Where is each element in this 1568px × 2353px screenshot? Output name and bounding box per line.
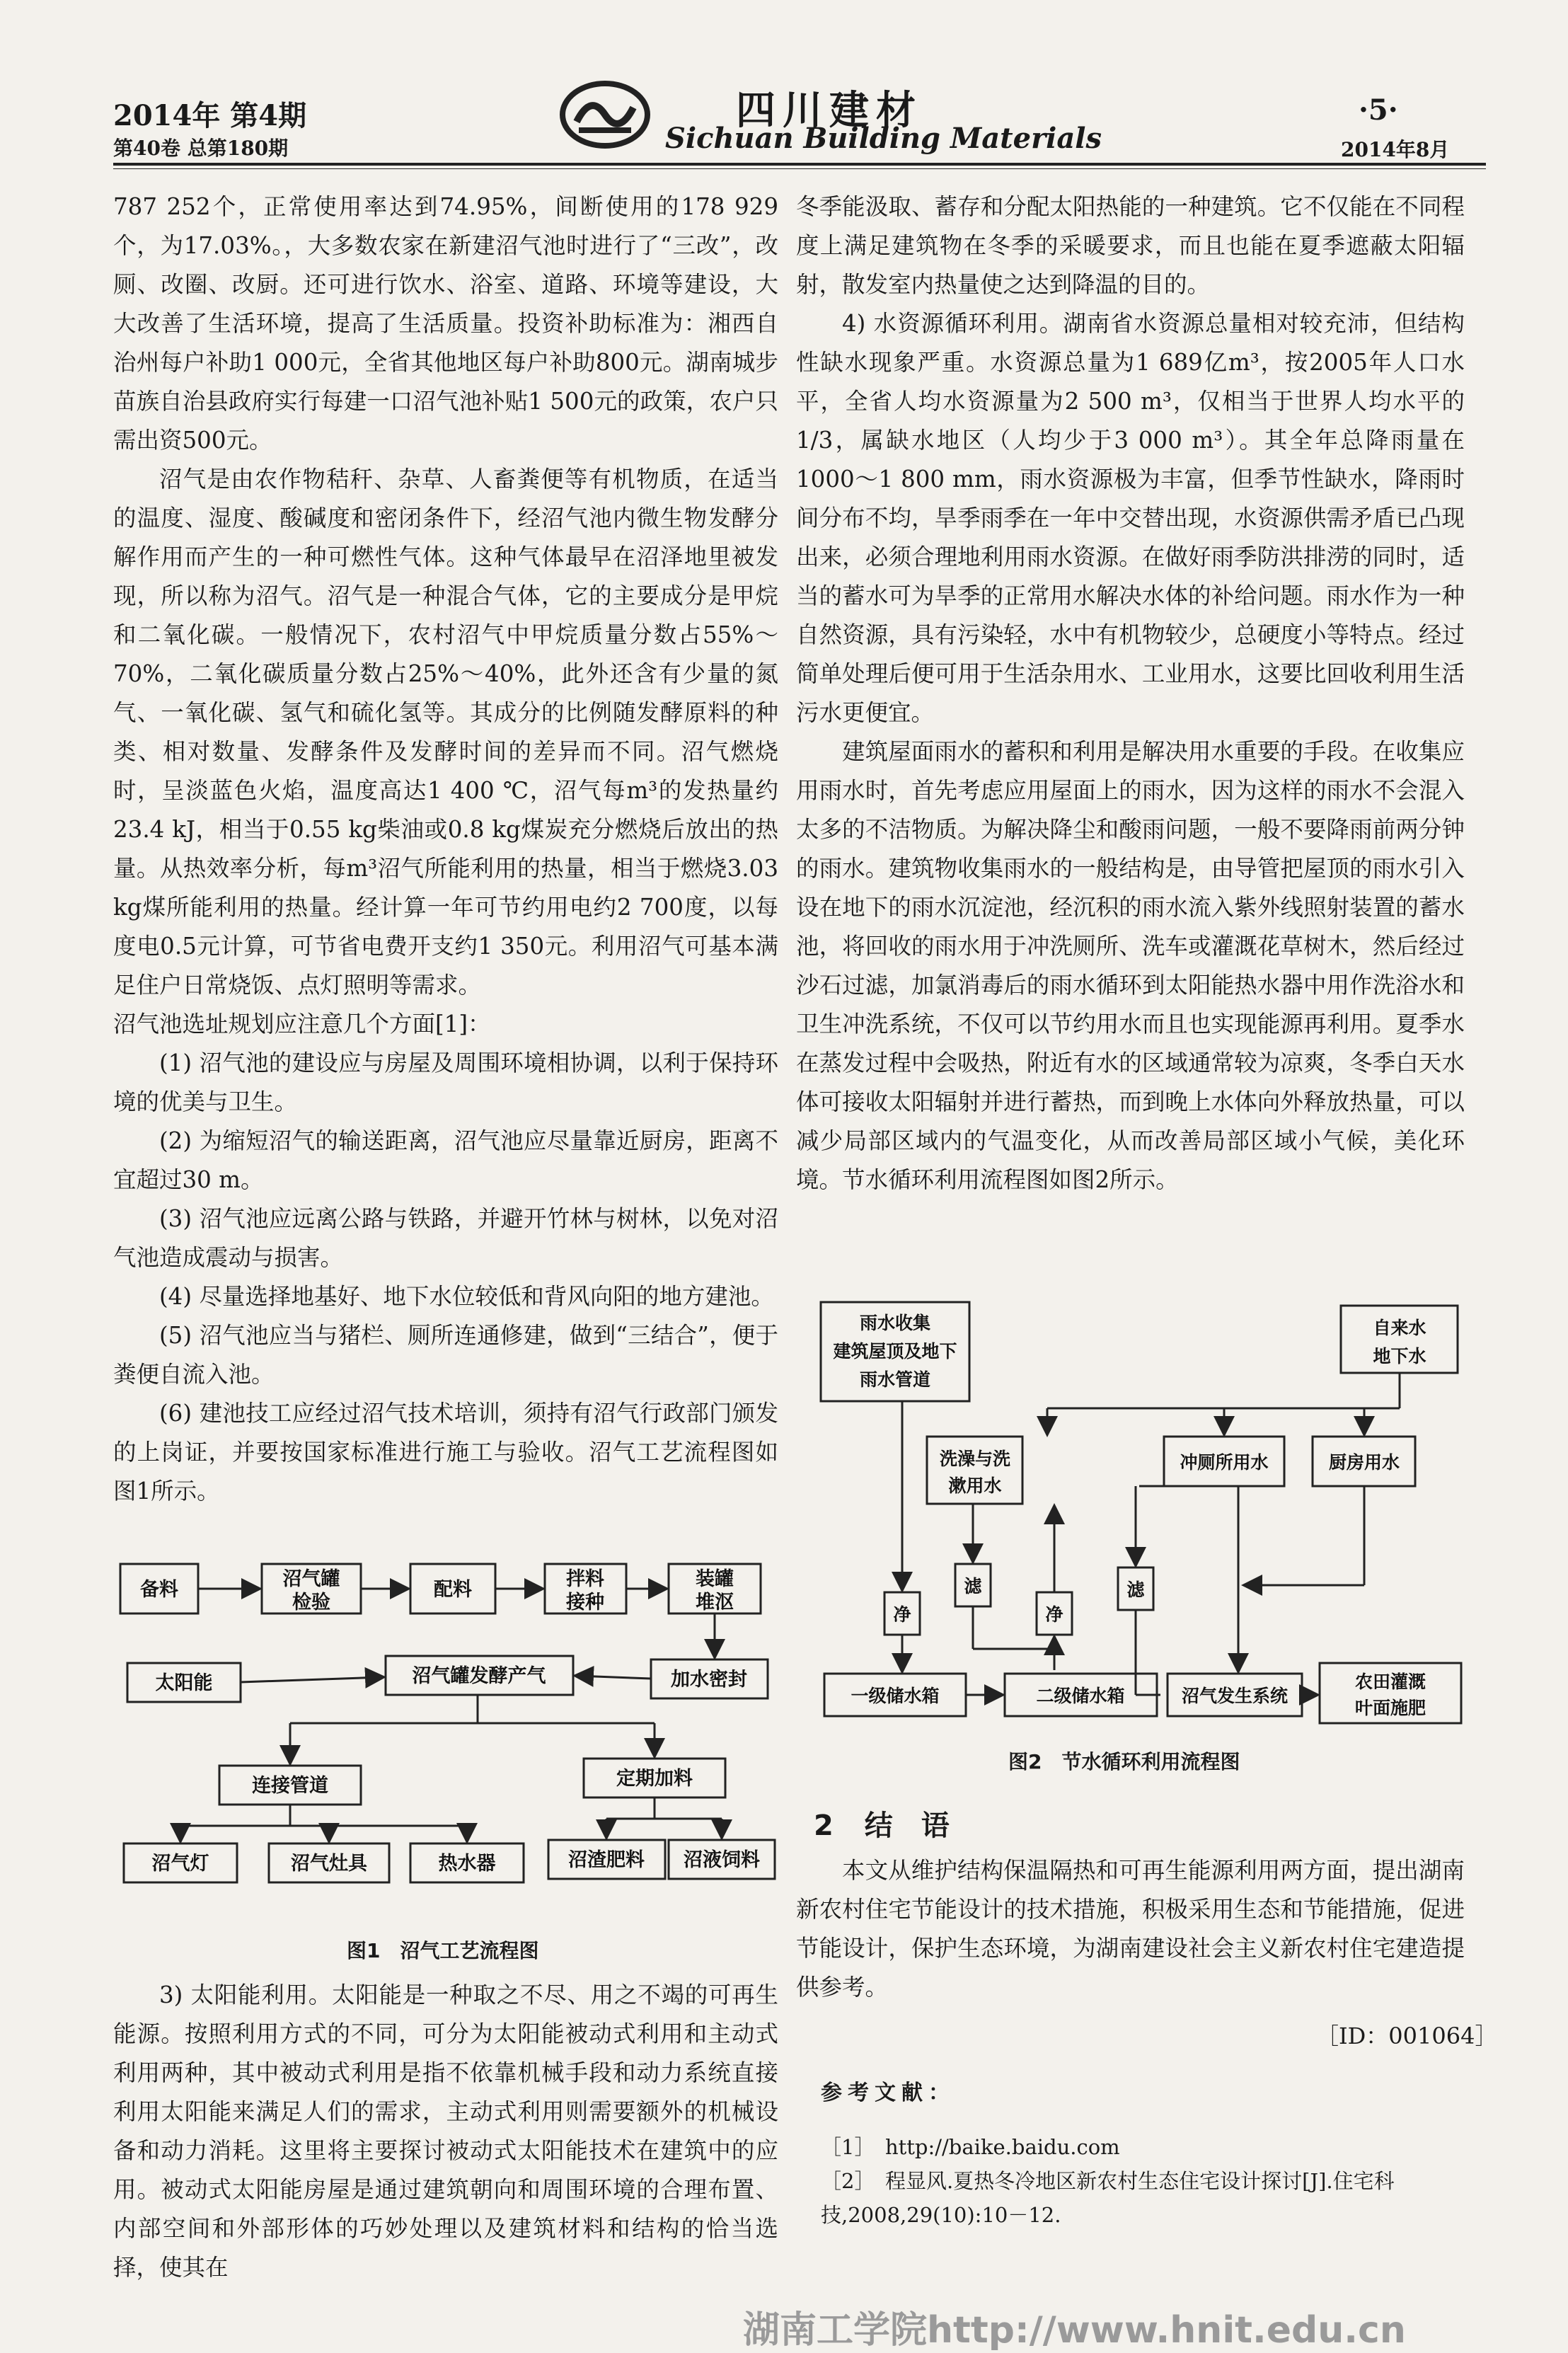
- header-journal-cn: 四川建材: [736, 87, 923, 134]
- figure-1-flowchart: [113, 1546, 778, 1928]
- fig2-node-cesuo: 冲厕所用水: [1180, 1452, 1269, 1473]
- fig2-node-jing2: 净: [1045, 1604, 1063, 1625]
- fig2-node-xizao-1: 洗澡与洗: [939, 1449, 1011, 1469]
- fig2-node-chufang: 厨房用水: [1328, 1452, 1400, 1473]
- conclusion-column: [796, 1851, 1465, 2007]
- fig1-node-reshui: 热水器: [438, 1853, 496, 1875]
- fig1-node-zaoju: 沼气灶具: [291, 1853, 367, 1875]
- fig2-node-yushui-2: 建筑屋顶及地下: [833, 1341, 957, 1362]
- fig1-node-zhuangguan-1: 装罐: [696, 1568, 734, 1590]
- paragraph: 建筑屋面雨水的蓄积和利用是解决用水重要的手段。在收集应用雨水时，首先考虑应用屋面上的雨水，因为这样的雨水不会混入太多的不洁物质。为解决降尘和酸雨问题，一般不要降雨前两分钟的雨水。建筑物收集雨水的一般结构是，由导管把屋顶的雨水引入设在地下的雨水沉淀池，经沉积的雨水流入紫外线照射装置的蓄水池，将回收的雨水用于冲洗厕所、洗车或灌溉花草树木，然后经过沙石过滤，加氯消毒后的雨水循环到太阳能热水器中用作洗浴水和卫生冲洗系统，不仅可以节约用水而且也实现能源再利用。夏季水在蒸发过程中会吸热，附近有水的区域通常较为凉爽，冬季白天水体可接收太阳辐射并进行蓄热，而到晚上水体向外释放热量，可以减少局部区域内的气温变化，从而改善局部区域小气候，美化环境。节水循环利用流程图如图2所示。: [796, 738, 1465, 1193]
- right-column: [796, 188, 1465, 1199]
- list-item: (4) 尽量选择地基好、地下水位较低和背风向阳的地方建池。: [159, 1283, 774, 1310]
- paragraph: 3) 太阳能利用。太阳能是一种取之不尽、用之不竭的可再生能源。按照利用方式的不同，可分为太阳能被动式利用和主动式利用两种，其中被动式利用是指不依靠机械手段和动力系统直接利用太阳能来满足人们的需求，主动式利用则需要额外的机械设备和动力消耗。这里将主要探讨被动式太阳能技术在建筑中的应用。被动式太阳能房屋是通过建筑朝向和周围环境的合理布置、内部空间和外部形体的巧妙处理以及建筑材料和结构的恰当选择，使其在: [113, 1981, 778, 2281]
- header-journal-en: Sichuan Building Materials: [665, 122, 1102, 155]
- journal-logo-icon: [559, 79, 651, 150]
- figure-2-caption: 图2 节水循环利用流程图: [1008, 1750, 1240, 1773]
- section-heading: [814, 1803, 950, 1843]
- fig2-node-xizao-2: 漱用水: [948, 1475, 1002, 1496]
- fig1-node-zhuangguan-2: 堆沤: [696, 1592, 734, 1613]
- fig1-node-banliao-1: 拌料: [566, 1568, 604, 1590]
- left-column-bottom: [113, 1976, 778, 2287]
- fig2-node-erji: 二级储水箱: [1036, 1686, 1125, 1706]
- list-item: (2) 为缩短沼气的输送距离，沼气池应尽量靠近厨房，距离不宜超过30 m。: [113, 1127, 778, 1193]
- fig2-node-yiji: 一级储水箱: [851, 1686, 940, 1706]
- fig2-node-lv1: 滤: [964, 1576, 982, 1597]
- paragraph: 787 252个，正常使用率达到74.95%，间断使用的178 929个，为17.03%。，大多数农家在新建沼气池时进行了“三改”，改厕、改圈、改厨。还可进行饮水、浴室、道路、环境等建设，大大改善了生活环境，提高了生活质量。投资补助标准为：湘西自治州每户补助1 000元，全省其他地区每户补助800元。湖南城步苗族自治县政府实行每建一口沼气池补贴1 500元的政策，农户只需出资500元。: [113, 193, 778, 454]
- conclusion-paragraph: 本文从维护结构保温隔热和可再生能源利用两方面，提出湖南新农村住宅节能设计的技术措施，积极采用生态和节能措施，促进节能设计，保护生态环境，为湖南建设社会主义新农村住宅建造提供参考。: [796, 1857, 1465, 2001]
- fig1-node-zhazha: 沼渣肥料: [568, 1849, 645, 1871]
- paragraph: 冬季能汲取、蓄存和分配太阳热能的一种建筑。它不仅能在不同程度上满足建筑物在冬季的采暖要求，而且也能在夏季遮蔽太阳辐射，散发室内热量使之达到降温的目的。: [796, 193, 1465, 298]
- fig2-node-nongtian-1: 农田灌溉: [1354, 1672, 1426, 1692]
- reference-item: ［2］ 程显风.夏热冬冷地区新农村生态住宅设计探讨[J].住宅科技,2008,29(10):10－12.: [821, 2169, 1395, 2227]
- fig1-node-deng: 沼气灯: [151, 1853, 209, 1875]
- fig2-node-yushui-3: 雨水管道: [859, 1369, 931, 1390]
- fig1-node-peiliao: 配料: [434, 1579, 472, 1601]
- fig2-node-yushui-1: 雨水收集: [859, 1313, 931, 1333]
- reference-item: ［1］ http://baike.baidu.com: [821, 2135, 1120, 2159]
- article-id: ［ID：001064］: [1316, 2023, 1498, 2049]
- header-volume: 第40卷 总第180期: [113, 137, 289, 160]
- fig2-node-zhaoqi: 沼气发生系统: [1181, 1686, 1289, 1706]
- fig1-node-zhaye: 沼液饲料: [684, 1849, 760, 1871]
- paragraph: 沼气是由农作物秸秆、杂草、人畜粪便等有机物质，在适当的温度、湿度、酸碱度和密闭条件下，经沼气池内微生物发酵分解作用而产生的一种可燃性气体。这种气体最早在沼泽地里被发现，所以称为沼气。沼气是一种混合气体，它的主要成分是甲烷和二氧化碳。一般情况下，农村沼气中甲烷质量分数占55%～70%，二氧化碳质量分数占25%～40%，此外还含有少量的氮气、一氧化碳、氢气和硫化氢等。其成分的比例随发酵原料的种类、相对数量、发酵条件及发酵时间的差异而不同。沼气燃烧时，呈淡蓝色火焰，温度高达1 400 ℃，沼气每m³的发热量约23.4 kJ，相当于0.55 kg柴油或0.8 kg煤炭充分燃烧后放出的热量。从热效率分析，每m³沼气所能利用的热量，相当于燃烧3.03 kg煤所能利用的热量。经计算一年可节约用电约2 700度，以每度电0.5元计算，可节省电费开支约1 350元。利用沼气可基本满足住户日常烧饭、点灯照明等需求。: [113, 466, 778, 999]
- fig1-node-banliao-2: 接种: [566, 1592, 604, 1613]
- paragraph: 4) 水资源循环利用。湖南省水资源总量相对较充沛，但结构性缺水现象严重。水资源总量为1 689亿m³，按2005年人口水平，全省人均水资源量为2 500 m³，仅相当于世界人均水平的1/3，属缺水地区（人均少于3 000 m³）。其全年总降雨量在1000～1 800 mm，雨水资源极为丰富，但季节性缺水，降雨时间分布不均，旱季雨季在一年中交替出现，水资源供需矛盾已凸现出来，必须合理地利用雨水资源。在做好雨季防洪排涝的同时，适当的蓄水可为旱季的正常用水解决水体的补给问题。雨水作为一种自然资源，具有污染轻，水中有机物较少，总硬度小等特点。经过简单处理后便可用于生活杂用水、工业用水，这要比回收利用生活污水更便宜。: [796, 310, 1465, 726]
- header-rule: [113, 163, 1486, 166]
- header-rule-thin: [113, 168, 1486, 169]
- fig1-node-guandao: 连接管道: [252, 1775, 328, 1797]
- section-title: 结 语: [864, 1810, 950, 1842]
- fig2-node-zilai-1: 自来水: [1373, 1318, 1426, 1338]
- fig1-node-beiliao: 备料: [140, 1579, 178, 1601]
- fig1-node-jianyan-2: 检验: [292, 1592, 330, 1613]
- list-item: (3) 沼气池应远离公路与铁路，并避开竹林与树林，以免对沼气池造成震动与损害。: [113, 1205, 778, 1271]
- watermark: 湖南工学院http://www.hnit.edu.cn: [743, 2309, 1406, 2352]
- left-column: [113, 188, 778, 1511]
- fig1-node-fajiao: 沼气罐发酵产气: [412, 1665, 546, 1687]
- fig2-node-zilai-2: 地下水: [1373, 1346, 1426, 1367]
- header-year-issue: 2014年 第4期: [113, 99, 307, 132]
- section-number: 2: [814, 1810, 834, 1842]
- paragraph: 沼气池选址规划应注意几个方面[1]：: [113, 1011, 491, 1037]
- references-heading: 参考文献：: [821, 2081, 955, 2105]
- header-page-number: ·5·: [1359, 93, 1398, 127]
- list-item: (6) 建池技工应经过沼气技术培训，须持有沼气行政部门颁发的上岗证，并要按国家标准进行施工与验收。沼气工艺流程图如图1所示。: [113, 1400, 778, 1505]
- fig1-node-taiyang: 太阳能: [155, 1672, 213, 1694]
- list-item: (5) 沼气池应当与猪栏、厕所连通修建，做到“三结合”，便于粪便自流入池。: [113, 1322, 778, 1388]
- fig1-node-jianyan-1: 沼气罐: [282, 1568, 340, 1590]
- list-item: (1) 沼气池的建设应与房屋及周围环境相协调，以利于保持环境的优美与卫生。: [113, 1049, 778, 1115]
- header-date: 2014年8月: [1341, 138, 1450, 161]
- fig1-node-dingqi: 定期加料: [616, 1768, 693, 1790]
- fig2-node-jing1: 净: [893, 1604, 911, 1625]
- fig1-node-jiashui: 加水密封: [671, 1669, 747, 1691]
- figure-2-flowchart: [814, 1295, 1479, 1748]
- fig2-node-lv2: 滤: [1126, 1580, 1145, 1600]
- figure-1-caption: 图1 沼气工艺流程图: [347, 1939, 539, 1962]
- fig2-node-nongtian-2: 叶面施肥: [1354, 1698, 1426, 1718]
